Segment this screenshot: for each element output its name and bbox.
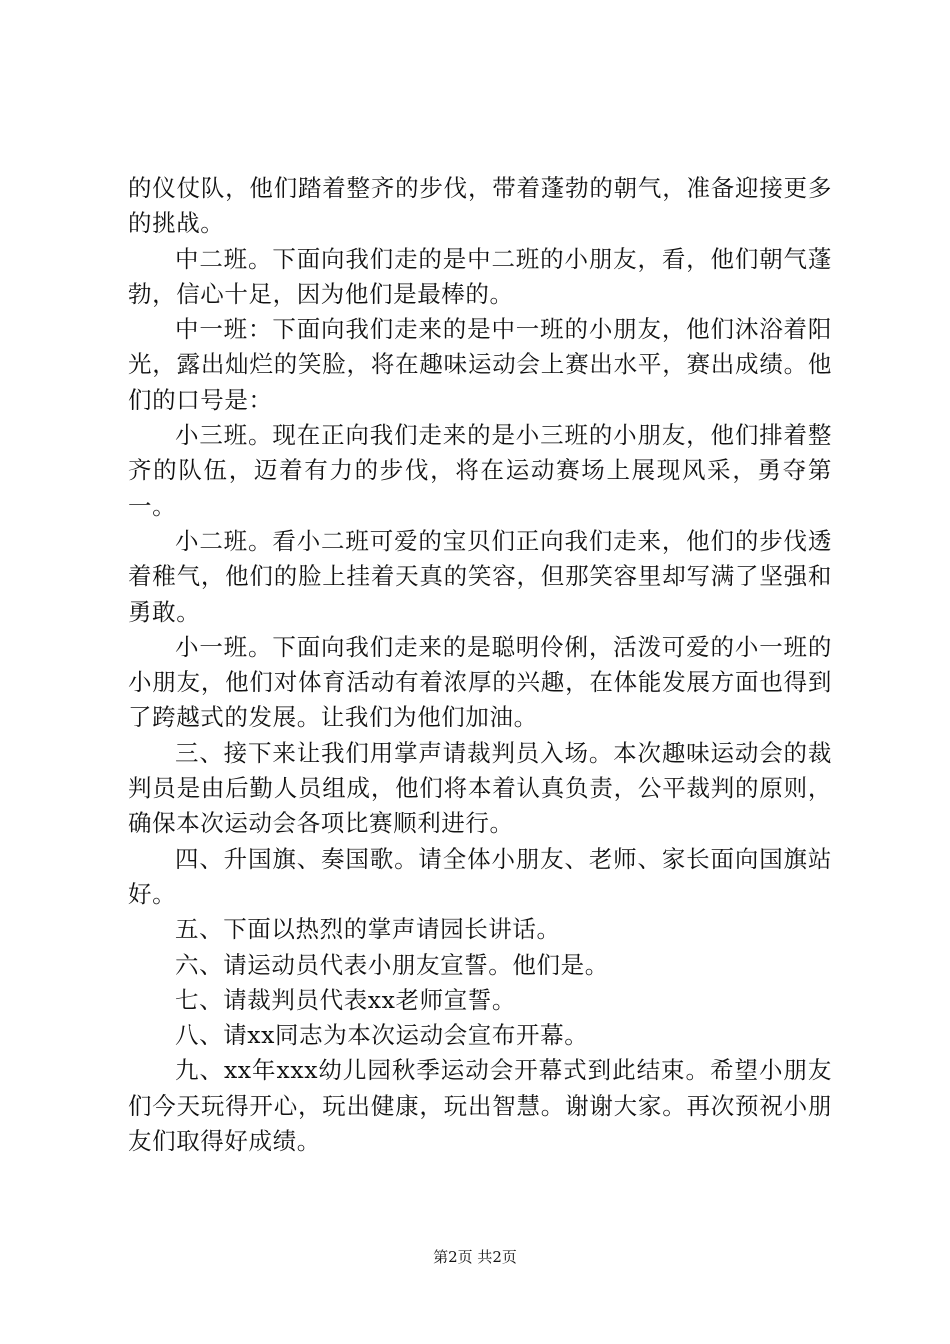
paragraph-continuation: 的仪仗队，他们踏着整齐的步伐，带着蓬勃的朝气，准备迎接更多的挑战。 [128, 174, 832, 238]
paragraph-section-seven: 七、请裁判员代表xx老师宣誓。 [175, 985, 517, 1014]
paragraph-class-small-three: 小三班。现在正向我们走来的是小三班的小朋友，他们排着整齐的队伍，迈着有力的步伐，将在运动赛场上展现风采，勇夺第一。 [128, 421, 832, 520]
paragraph-section-nine: 九、xx年xxx幼儿园秋季运动会开幕式到此结束。希望小朋友们今天玩得开心，玩出健康，玩出智慧。谢谢大家。再次预祝小朋友们取得好成绩。 [128, 1056, 832, 1156]
paragraph-section-six: 六、请运动员代表小朋友宣誓。他们是。 [175, 950, 609, 979]
page-footer [0, 1247, 950, 1267]
paragraph-section-four: 四、升国旗、奏国歌。请全体小朋友、老师、家长面向国旗站好。 [128, 844, 832, 908]
document-body [128, 171, 832, 1159]
paragraph-section-three: 三、接下来让我们用掌声请裁判员入场。本次趣味运动会的裁判员是由后勤人员组成，他们将本着认真负责，公平裁判的原则，确保本次运动会各项比赛顺利进行。 [128, 738, 832, 838]
paragraph-class-middle-two: 中二班。下面向我们走的是中二班的小朋友，看，他们朝气蓬勃，信心十足，因为他们是最棒的。 [128, 244, 832, 308]
paragraph-class-small-one: 小一班。下面向我们走来的是聪明伶俐，活泼可爱的小一班的小朋友，他们对体育活动有着浓厚的兴趣，在体能发展方面也得到了跨越式的发展。让我们为他们加油。 [128, 632, 832, 732]
page-number-label: 第2页 共2页 [433, 1248, 517, 1266]
paragraph-section-five: 五、下面以热烈的掌声请园长讲话。 [175, 915, 561, 944]
paragraph-class-middle-one: 中一班：下面向我们走来的是中一班的小朋友，他们沐浴着阳光，露出灿烂的笑脸，将在趣味运动会上赛出水平，赛出成绩。他们的口号是： [128, 315, 832, 414]
paragraph-class-small-two: 小二班。看小二班可爱的宝贝们正向我们走来，他们的步伐透着稚气，他们的脸上挂着天真的笑容，但那笑容里却写满了坚强和勇敢。 [128, 526, 832, 626]
paragraph-section-eight: 八、请xx同志为本次运动会宣布开幕。 [175, 1021, 589, 1050]
